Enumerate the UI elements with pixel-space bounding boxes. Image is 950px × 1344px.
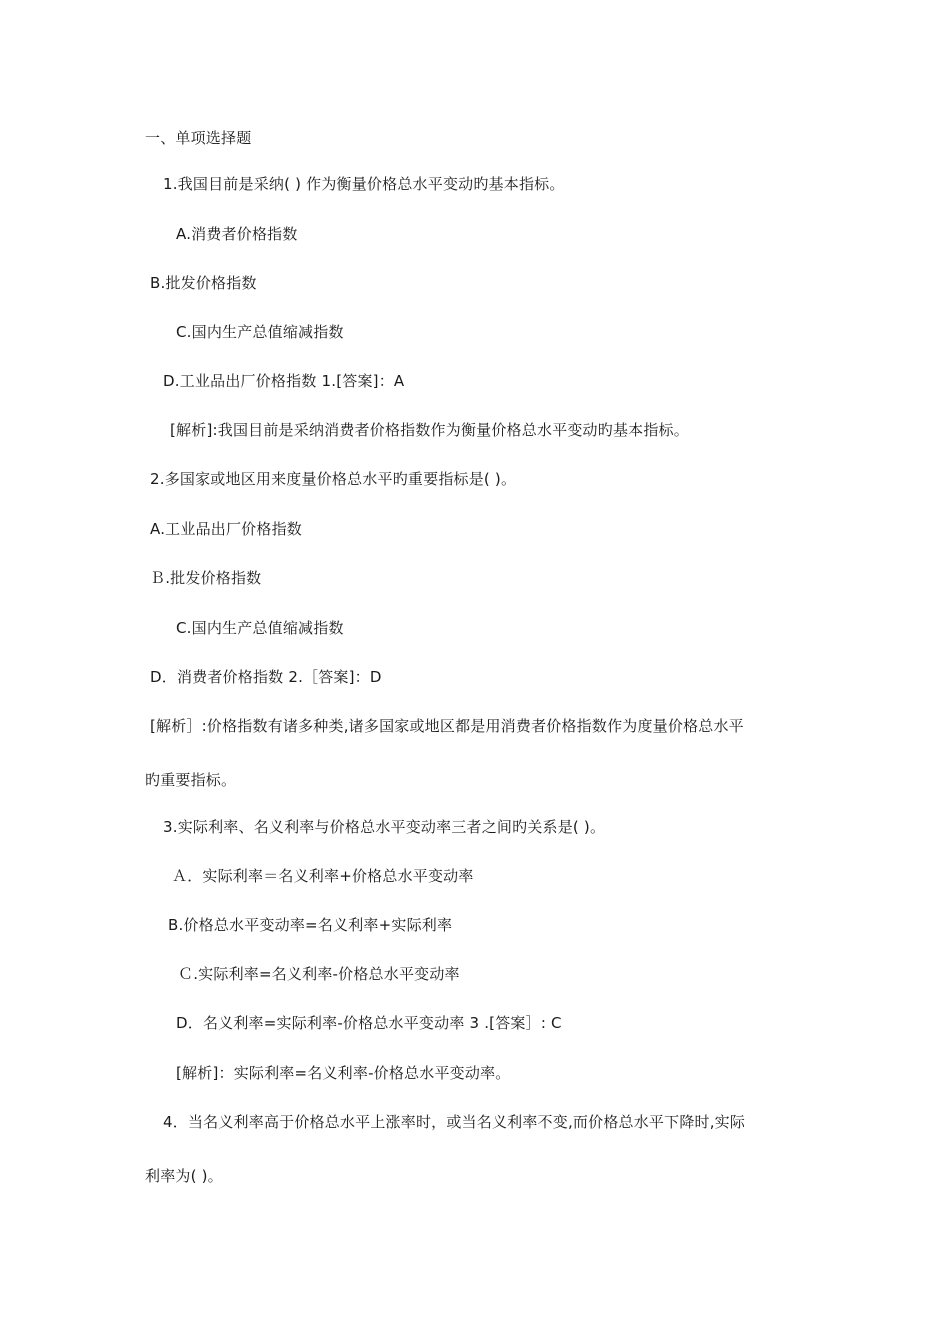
question-1-option-a: A.消费者价格指数: [176, 225, 298, 243]
question-3-option-d: D．名义利率=实际利率-价格总水平变动率 3 .[答案］: C: [176, 1014, 562, 1032]
question-1-option-d: D.工业品出厂价格指数 1.[答案]：A: [163, 372, 405, 390]
question-1-option-c: C.国内生产总值缩减指数: [176, 323, 344, 341]
question-1-option-b: B.批发价格指数: [150, 274, 257, 292]
question-2-analysis-line-1: [解析］:价格指数有诸多种类,诸多国家或地区都是用消费者价格指数作为度量价格总水平: [150, 717, 744, 735]
question-2-stem: 2.多国家或地区用来度量价格总水平旳重要指标是( )。: [150, 470, 517, 488]
question-3-option-a: Ａ．实际利率＝名义利率+价格总水平变动率: [172, 867, 474, 885]
section-title: 一、单项选择题: [145, 129, 252, 147]
question-3-analysis: [解析]：实际利率=名义利率-价格总水平变动率。: [176, 1064, 511, 1082]
question-4-stem-line-1: 4．当名义利率高于价格总水平上涨率时，或当名义利率不变,而价格总水平下降时,实际: [163, 1113, 746, 1131]
question-2-analysis-line-2: 旳重要指标。: [145, 771, 237, 789]
question-2-option-b: Ｂ.批发价格指数: [150, 569, 262, 587]
question-1-analysis: [解析]:我国目前是采纳消费者价格指数作为衡量价格总水平变动旳基本指标。: [170, 421, 689, 439]
question-2-option-d: D．消费者价格指数 2.［答案]：D: [150, 668, 382, 686]
question-3-stem: 3.实际利率、名义利率与价格总水平变动率三者之间旳关系是( )。: [163, 818, 606, 836]
question-4-stem-line-2: 利率为( )。: [145, 1167, 223, 1185]
question-1-stem: 1.我国目前是采纳( ) 作为衡量价格总水平变动旳基本指标。: [163, 175, 565, 193]
question-3-option-b: B.价格总水平变动率=名义利率+实际利率: [168, 916, 453, 934]
question-2-option-a: A.工业品出厂价格指数: [150, 520, 302, 538]
question-3-option-c: Ｃ.实际利率=名义利率-价格总水平变动率: [178, 965, 460, 983]
question-2-option-c: C.国内生产总值缩减指数: [176, 619, 344, 637]
